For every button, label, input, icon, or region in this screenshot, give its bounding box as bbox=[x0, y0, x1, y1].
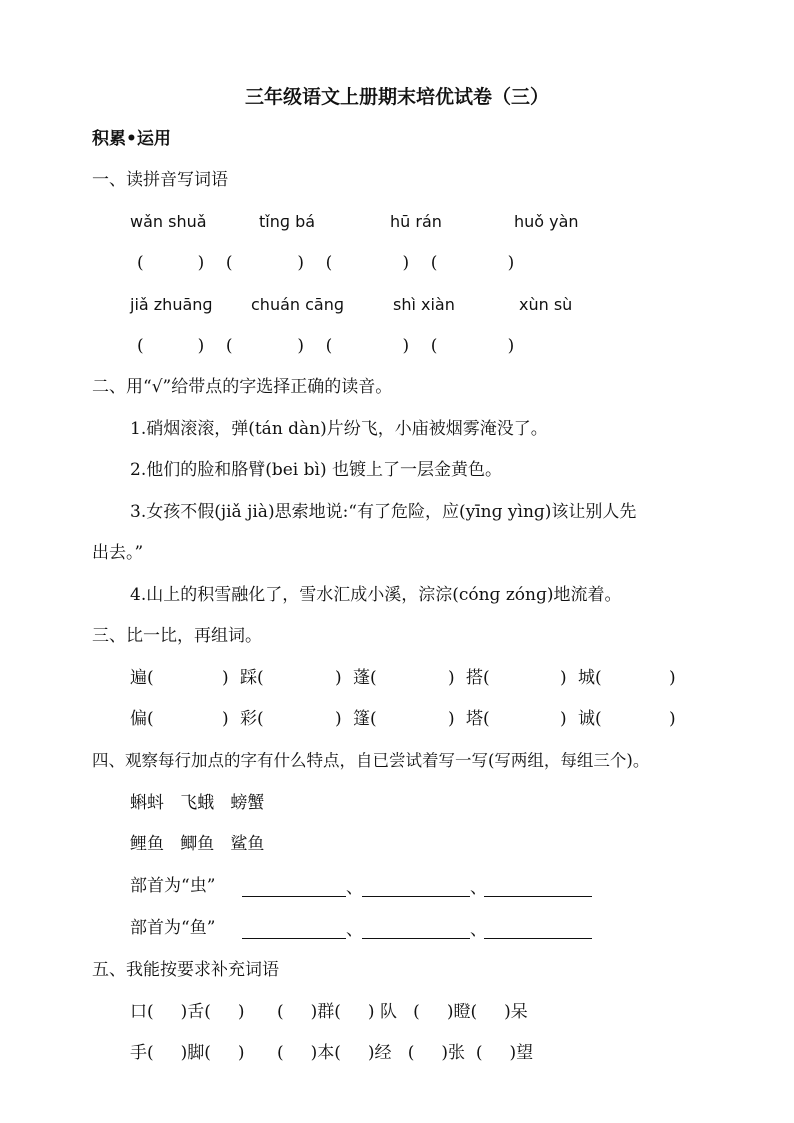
close-paren: ) bbox=[669, 709, 676, 729]
radical-fish-label: 部首为“鱼” bbox=[130, 918, 216, 938]
compare-char-10: 诚( bbox=[578, 709, 602, 729]
close-paren: ) bbox=[448, 709, 455, 729]
question-2-item-2: 2.他们的脸和胳臂(bei bì) 也镀上了一层金黄色。 bbox=[130, 460, 502, 480]
radical-insect-label: 部首为“虫” bbox=[130, 876, 216, 896]
separator: 、 bbox=[470, 878, 487, 898]
question-2-item-1: 1.硝烟滚滚，弹(tán dàn)片纷飞，小庙被烟雾淹没了。 bbox=[130, 419, 548, 439]
answer-blanks-row-1[interactable]: ( ) ( ) ( ) ( ) bbox=[137, 253, 515, 273]
section-header: 积累•运用 bbox=[92, 129, 171, 149]
write-blank[interactable] bbox=[484, 896, 592, 897]
close-paren: ) bbox=[448, 668, 455, 688]
idiom-row-1[interactable]: 口( )舌( ) ( )群( ) 队 ( )瞪( )呆 bbox=[130, 1002, 528, 1022]
question-2-item-4: 4.山上的积雪融化了，雪水汇成小溪，淙淙(cónɡ zónɡ)地流着。 bbox=[130, 585, 622, 605]
separator: 、 bbox=[346, 920, 363, 940]
separator: 、 bbox=[470, 920, 487, 940]
compare-char-7: 彩( bbox=[240, 709, 264, 729]
example-row-insects: 蝌蚪 飞蛾 螃蟹 bbox=[130, 793, 265, 813]
compare-char-9: 塔( bbox=[466, 709, 490, 729]
compare-char-8: 篷( bbox=[353, 709, 377, 729]
pinyin-2: tǐnɡ bá bbox=[259, 212, 316, 231]
compare-char-5: 城( bbox=[578, 668, 602, 688]
write-blank[interactable] bbox=[484, 938, 592, 939]
pinyin-5: jiǎ zhuānɡ bbox=[130, 295, 213, 314]
question-1-heading: 一、读拼音写词语 bbox=[92, 170, 228, 190]
write-blank[interactable] bbox=[362, 896, 470, 897]
write-blank[interactable] bbox=[242, 896, 346, 897]
question-3-heading: 三、比一比，再组词。 bbox=[92, 626, 262, 646]
close-paren: ) bbox=[560, 709, 567, 729]
close-paren: ) bbox=[222, 709, 229, 729]
pinyin-8: xùn sù bbox=[519, 295, 573, 314]
question-5-heading: 五、我能按要求补充词语 bbox=[92, 960, 279, 980]
question-2-item-3-cont: 出去。” bbox=[92, 543, 144, 563]
compare-char-2: 踩( bbox=[240, 668, 264, 688]
compare-char-1: 遍( bbox=[130, 668, 154, 688]
compare-char-4: 搭( bbox=[466, 668, 490, 688]
close-paren: ) bbox=[335, 709, 342, 729]
question-2-heading: 二、用“√”给带点的字选择正确的读音。 bbox=[92, 377, 393, 397]
example-row-fish: 鲤鱼 鲫鱼 鲨鱼 bbox=[130, 834, 265, 854]
close-paren: ) bbox=[669, 668, 676, 688]
close-paren: ) bbox=[222, 668, 229, 688]
page-title: 三年级语文上册期末培优试卷（三） bbox=[244, 86, 549, 108]
pinyin-7: shì xiàn bbox=[393, 295, 455, 314]
question-2-item-3: 3.女孩不假(jiǎ jià)思索地说:“有了危险，应(yīnɡ yìnɡ)该让别人先 bbox=[130, 502, 637, 522]
idiom-row-2[interactable]: 手( )脚( ) ( )本( )经 ( )张 ( )望 bbox=[130, 1043, 534, 1063]
answer-blanks-row-2[interactable]: ( ) ( ) ( ) ( ) bbox=[137, 336, 515, 356]
pinyin-1: wǎn shuǎ bbox=[130, 212, 207, 231]
pinyin-6: chuán cānɡ bbox=[251, 295, 345, 314]
separator: 、 bbox=[346, 878, 363, 898]
close-paren: ) bbox=[335, 668, 342, 688]
question-4-heading: 四、观察每行加点的字有什么特点，自已尝试着写一写(写两组，每组三个)。 bbox=[92, 751, 650, 770]
pinyin-4: huǒ yàn bbox=[514, 212, 579, 231]
write-blank[interactable] bbox=[362, 938, 470, 939]
compare-char-3: 蓬( bbox=[353, 668, 377, 688]
close-paren: ) bbox=[560, 668, 567, 688]
write-blank[interactable] bbox=[242, 938, 346, 939]
pinyin-3: hū rán bbox=[390, 212, 442, 231]
compare-char-6: 偏( bbox=[130, 709, 154, 729]
